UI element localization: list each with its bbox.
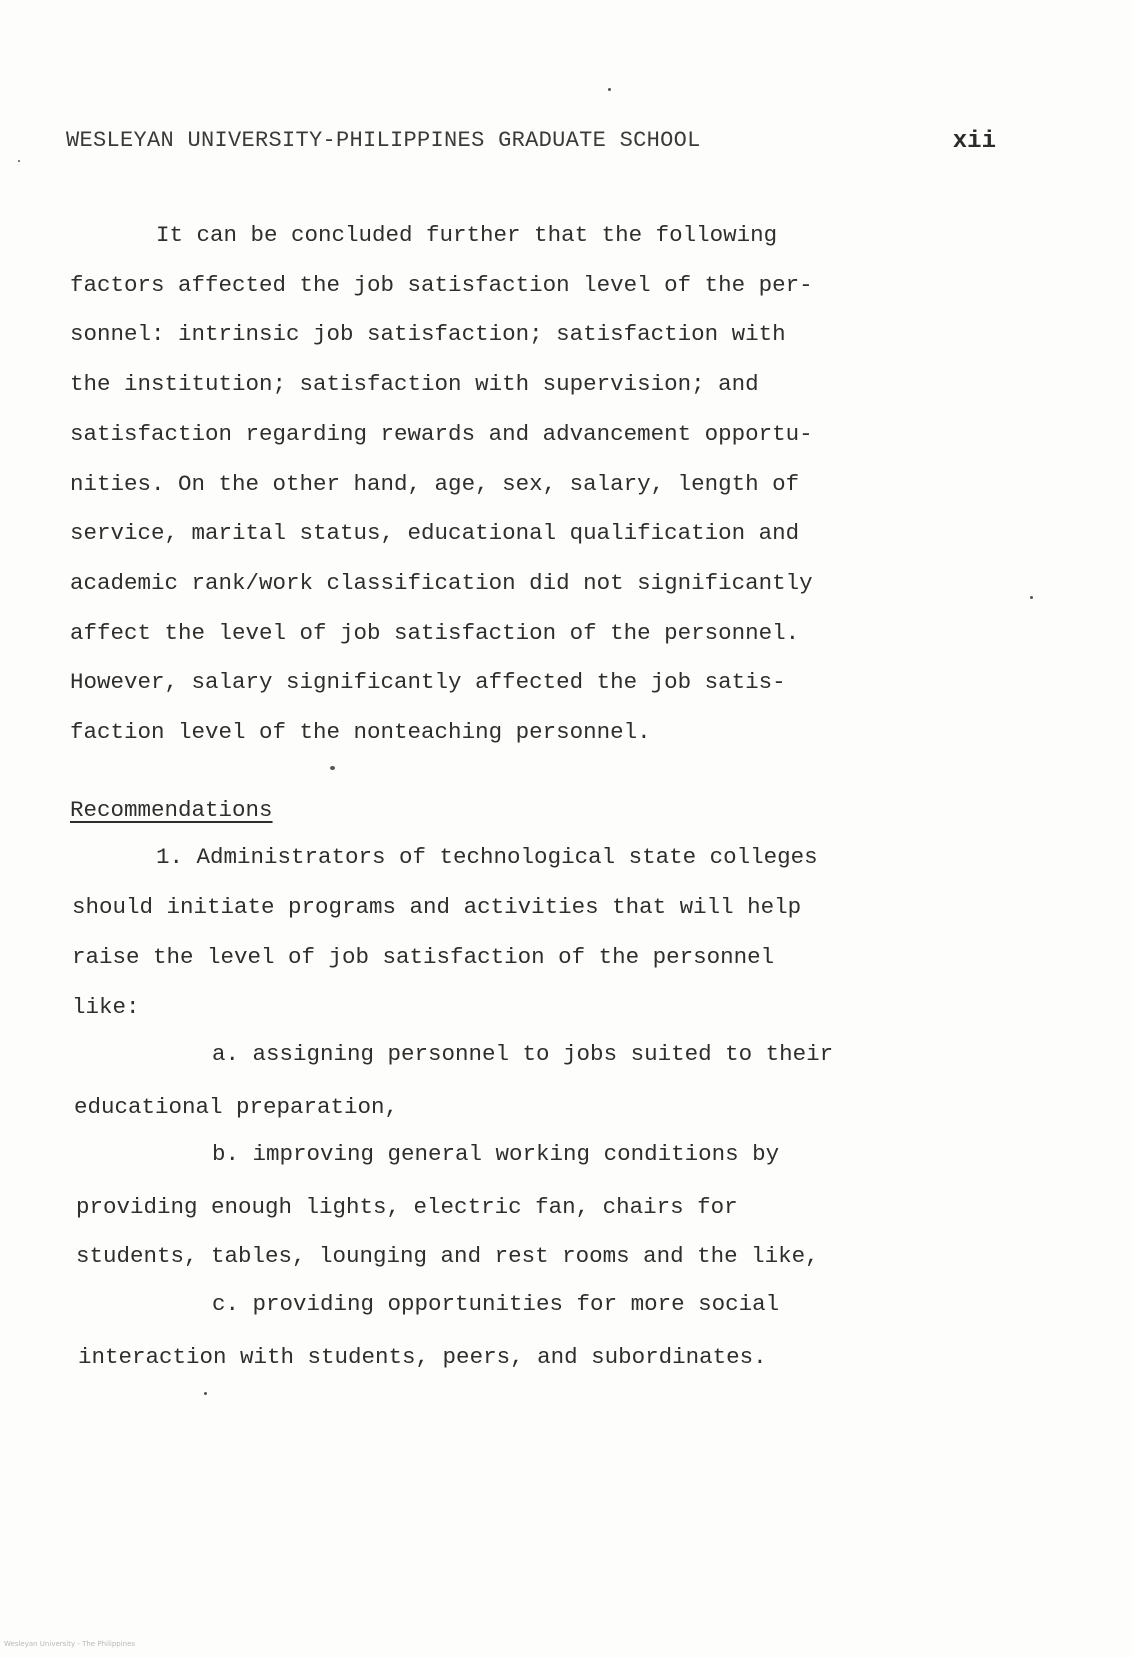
paragraph-line: academic rank/work classification did not significantly	[70, 570, 813, 596]
scan-speck	[18, 160, 20, 162]
paragraph-line: the institution; satisfaction with supervision; and	[70, 371, 759, 397]
header-title: WESLEYAN UNIVERSITY-PHILIPPINES GRADUATE SCHOOL	[66, 128, 701, 153]
paragraph-line: affect the level of job satisfaction of the personnel.	[70, 620, 800, 646]
recommendation-line: educational preparation,	[74, 1094, 399, 1120]
paragraph-line: However, salary significantly affected the job satis-	[70, 669, 786, 695]
page-header	[66, 128, 996, 160]
paragraph-line: nities. On the other hand, age, sex, salary, length of	[70, 471, 800, 497]
scan-speck	[330, 766, 335, 770]
recommendation-line: providing enough lights, electric fan, chairs for	[76, 1194, 738, 1220]
scan-speck	[1030, 596, 1033, 599]
recommendation-subitem: b. improving general working conditions by	[212, 1141, 780, 1167]
paragraph-line: faction level of the nonteaching personnel.	[70, 719, 651, 745]
paragraph-line: sonnel: intrinsic job satisfaction; satisfaction with	[70, 321, 786, 347]
recommendation-subitem: c. providing opportunities for more social	[212, 1291, 780, 1317]
recommendation-line: students, tables, lounging and rest rooms and the like,	[76, 1243, 819, 1269]
recommendation-line: raise the level of job satisfaction of the personnel	[72, 944, 775, 970]
section-heading: Recommendations	[70, 797, 273, 823]
recommendation-line: interaction with students, peers, and subordinates.	[78, 1344, 767, 1370]
scan-speck	[608, 88, 611, 91]
recommendation-line: 1. Administrators of technological state colleges	[156, 844, 818, 870]
paragraph-line: service, marital status, educational qualification and	[70, 520, 800, 546]
recommendation-subitem: a. assigning personnel to jobs suited to their	[212, 1041, 834, 1067]
recommendation-line: should initiate programs and activities that will help	[72, 894, 802, 920]
paragraph-line: satisfaction regarding rewards and advancement opportu-	[70, 421, 813, 447]
recommendation-line: like:	[72, 994, 140, 1020]
footer-note: Wesleyan University - The Philippines	[4, 1640, 136, 1648]
page-number: xii	[952, 128, 996, 155]
paragraph-line: It can be concluded further that the following	[156, 222, 778, 248]
scan-speck	[204, 1392, 207, 1395]
paragraph-line: factors affected the job satisfaction level of the per-	[70, 272, 813, 298]
